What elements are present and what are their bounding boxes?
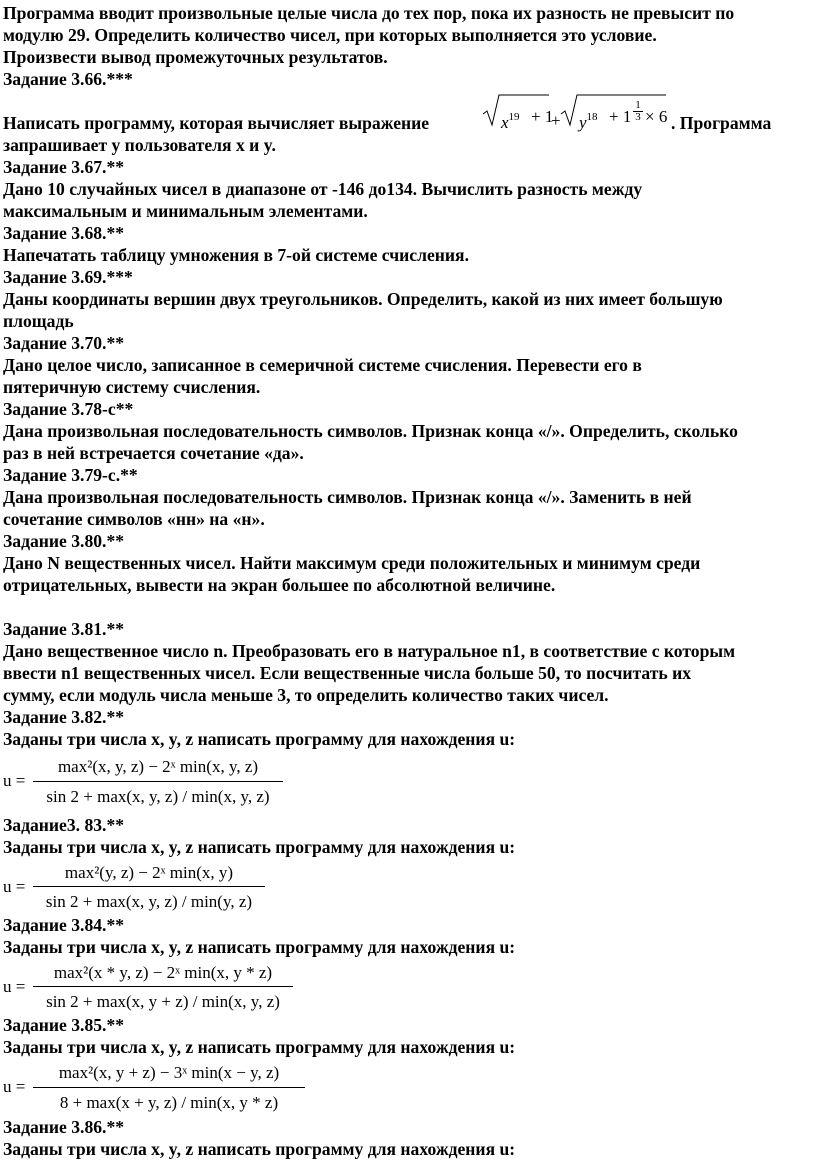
text-line: Написать программу, которая вычисляет выражение <box>3 113 430 133</box>
text-line: Заданы три числа x, y, z написать программу для нахождения u: <box>3 937 516 957</box>
exp-19: 19 <box>508 111 520 123</box>
text-line: Даны координаты вершин двух треугольников. Определить, какой из них имеет большую <box>3 289 723 309</box>
text-line: пятеричную систему счисления. <box>3 377 261 397</box>
text-line: отрицательных, вывести на экран большее по абсолютной величине. <box>3 575 556 595</box>
text-line: Дано N вещественных чисел. Найти максимум среди положительных и минимум среди <box>3 553 701 573</box>
text-line: площадь <box>3 311 74 331</box>
formula <box>3 858 303 914</box>
text-line: раз в ней встречается сочетание «да». <box>3 443 304 463</box>
task-heading: Задание3. 83.** <box>3 815 125 835</box>
text-line: Заданы три числа x, y, z написать программу для нахождения u: <box>3 1139 516 1159</box>
text-line: запрашивает у пользователя x и y. <box>3 135 276 155</box>
text-line: Заданы три числа x, y, z написать программу для нахождения u: <box>3 729 516 749</box>
formula-lhs: u = <box>3 771 26 790</box>
task-heading: Задание 3.79-с.** <box>3 465 138 485</box>
fraction-bar <box>33 986 293 987</box>
text-line: сочетание символов «нн» на «н». <box>3 509 265 529</box>
text-line: Программа вводит произвольные целые числа до тех пор, пока их разность не превысит по <box>3 3 735 23</box>
formula-numerator: max²(x, y, z) − 2ˣ min(x, y, z) <box>57 757 259 776</box>
formula-denominator: 8 + max(x + y, z) / min(x, y * z) <box>59 1093 279 1112</box>
task-heading: Задание 3.80.** <box>3 531 125 551</box>
task-heading: Задание 3.70.** <box>3 333 125 353</box>
plus-one: + 1 <box>531 107 554 126</box>
plus-sign: + <box>551 111 561 130</box>
task-heading: Задание 3.66.*** <box>3 69 133 89</box>
fraction-bar <box>33 1087 305 1088</box>
text-line: Дана произвольная последовательность символов. Признак конца «/». Определить, сколько <box>3 421 738 441</box>
formula-numerator: max²(x * y, z) − 2ˣ min(x, y * z) <box>53 963 273 982</box>
task-heading: Задание 3.84.** <box>3 915 125 935</box>
formula-denominator: sin 2 + max(x, y + z) / min(x, y, z) <box>46 992 280 1011</box>
text-line: Произвести вывод промежуточных результатов. <box>3 47 388 67</box>
text-line: сумму, если модуль числа меньше 3, то определить количество таких чисел. <box>3 685 609 705</box>
text-line: Заданы три числа x, y, z написать программу для нахождения u: <box>3 1037 516 1057</box>
text-line: максимальным и минимальным элементами. <box>3 201 368 221</box>
sqrt-expression <box>481 92 671 132</box>
var-y: y <box>579 113 587 132</box>
plus-one-y: + 1 <box>609 107 632 126</box>
formula <box>3 1058 313 1116</box>
fraction-bar <box>33 886 265 887</box>
formula-lhs: u = <box>3 977 26 996</box>
text-line: Дана произвольная последовательность символов. Признак конца «/». Заменить в ней <box>3 487 692 507</box>
task-heading: Задание 3.86.** <box>3 1117 125 1137</box>
text-line-tail: . Программа <box>671 113 772 133</box>
task-heading: Задание 3.81.** <box>3 619 125 639</box>
task-heading: Задание 3.69.*** <box>3 267 133 287</box>
exp-18: 18 <box>586 111 598 123</box>
times-six: × 6 <box>645 107 668 126</box>
formula-denominator: sin 2 + max(x, y, z) / min(y, z) <box>45 892 253 911</box>
text-line: Дано 10 случайных чисел в диапазоне от -146 до134. Вычислить разность между <box>3 179 643 199</box>
formula-lhs: u = <box>3 1077 26 1096</box>
task-heading: Задание 3.78-с** <box>3 399 134 419</box>
formula-numerator: max²(y, z) − 2ˣ min(x, y) <box>64 863 234 882</box>
task-heading: Задание 3.85.** <box>3 1015 125 1035</box>
text-line: Заданы три числа x, y, z написать программу для нахождения u: <box>3 837 516 857</box>
text-line: ввести n1 вещественных чисел. Если вещественные числа больше 50, то посчитать их <box>3 663 692 683</box>
text-line: Дано вещественное число n. Преобразовать его в натуральное n1, в соответствие с которым <box>3 641 736 661</box>
formula <box>3 958 303 1014</box>
text-line: модулю 29. Определить количество чисел, при которых выполняется это условие. <box>3 25 657 45</box>
text-line: Напечатать таблицу умножения в 7-ой системе счисления. <box>3 245 469 265</box>
task-heading: Задание 3.82.** <box>3 707 125 727</box>
formula <box>3 752 303 810</box>
frac-den: 3 <box>633 111 643 123</box>
task-heading: Задание 3.68.** <box>3 223 125 243</box>
var-x: x <box>501 113 509 132</box>
formula-lhs: u = <box>3 877 26 896</box>
formula-denominator: sin 2 + max(x, y, z) / min(x, y, z) <box>46 787 270 806</box>
frac-num: 1 <box>635 99 641 111</box>
task-heading: Задание 3.67.** <box>3 157 125 177</box>
formula-numerator: max²(x, y + z) − 3ˣ min(x − y, z) <box>58 1063 280 1082</box>
fraction-bar <box>33 781 283 782</box>
text-line: Дано целое число, записанное в семеричной системе счисления. Перевести его в <box>3 355 642 375</box>
